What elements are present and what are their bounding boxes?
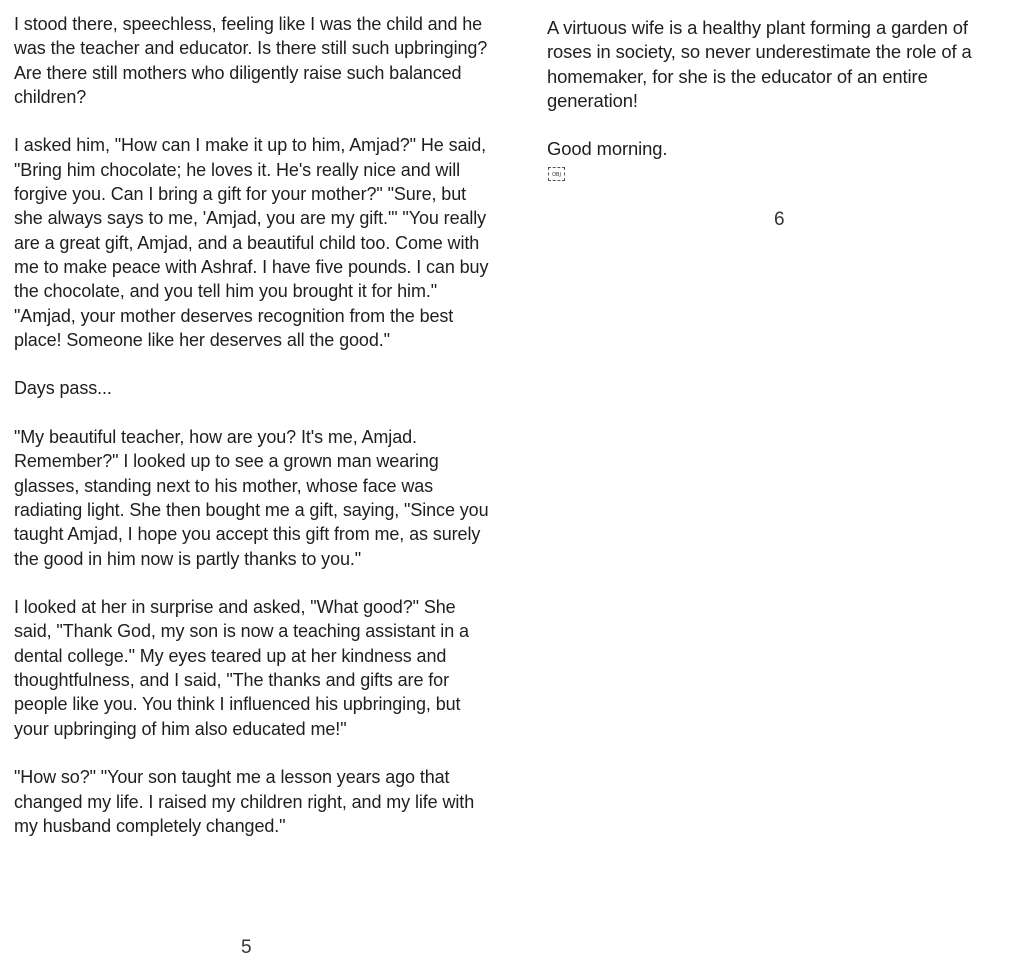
paragraph: A virtuous wife is a healthy plant forming a garden of roses in society, so never underestimate the role of a homemaker, for she is the educator of an entire generation! [547, 17, 972, 111]
paragraph: "My beautiful teacher, how are you? It's me, Amjad. Remember?" I looked up to see a grown man wearing glasses, standing next to his mother, whose face was radiating light. She then bought me a gift, saying, "Since you taught Amjad, I hope you accept this gift from me, as surely the good in him now is partly thanks to you." [14, 427, 489, 569]
paragraph: "How so?" "Your son taught me a lesson years ago that changed my life. I raised my children right, and my life with my husband completely changed." [14, 767, 475, 836]
paragraph: I stood there, speechless, feeling like I was the child and he was the teacher and educator. Is there still such upbringing? Are there still mothers who diligently raise such balanced children? [14, 14, 488, 107]
object-placeholder-icon: OBJ [548, 167, 565, 181]
paragraph: Good morning. [547, 138, 668, 160]
page-number: 6 [774, 209, 785, 230]
page-number: 5 [241, 937, 252, 958]
left-page [14, 0, 489, 972]
right-page [547, 0, 1017, 972]
paragraph: I asked him, "How can I make it up to him, Amjad?" He said, "Bring him chocolate; he loves it. He's really nice and will forgive you. Can I bring a gift for your mother?" "Sure, but she always says to me, 'Amjad, you are my gift.'" "You really are a great gift, Amjad, and a beautiful child too. Come with me to make peace with Ashraf. I have five pounds. I can buy the chocolate, and you tell him you brought it for him." "Amjad, your mother deserves recognition from the best place! Someone like her deserves all the good." [14, 135, 489, 350]
right-page-text [547, 0, 1017, 162]
paragraph: Days pass... [14, 378, 112, 399]
paragraph: I looked at her in surprise and asked, "What good?" She said, "Thank God, my son is now a teaching assistant in a dental college." My eyes teared up at her kindness and thoughtfulness, and I said, "The thanks and gifts are for people like you. You think I influenced his upbringing, but your upbringing of him also educated me!" [14, 597, 469, 739]
left-page-text [14, 0, 489, 838]
